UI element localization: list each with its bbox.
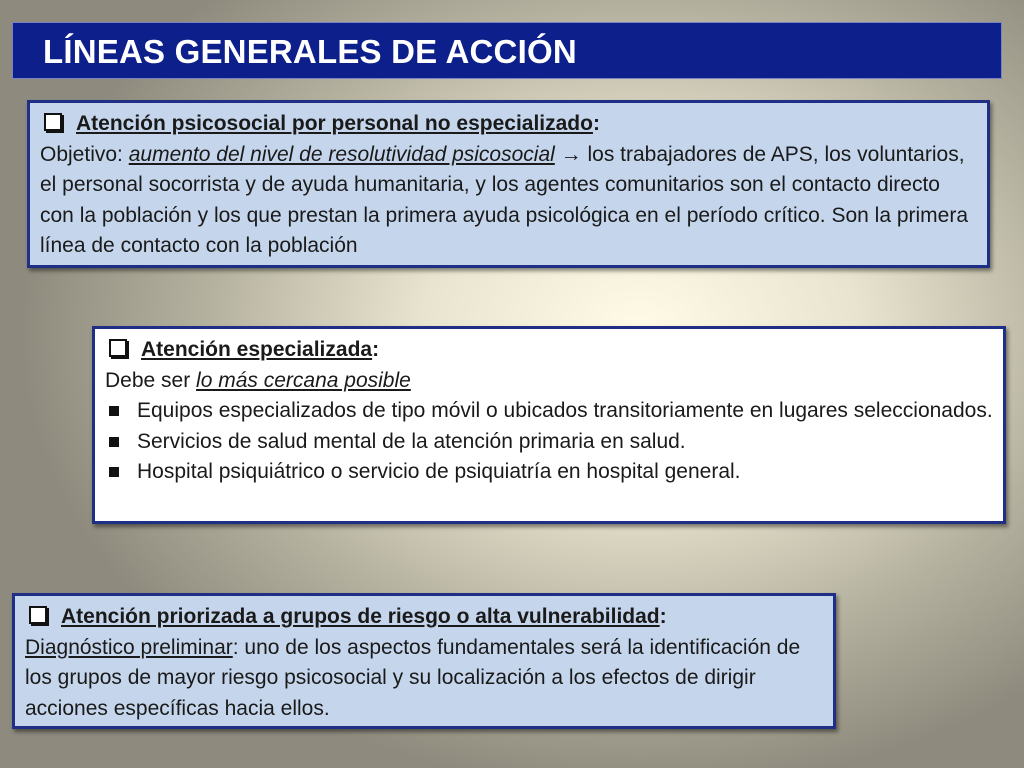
page-title: LÍNEAS GENERALES DE ACCIÓN — [43, 33, 577, 70]
heading-colon: : — [372, 338, 380, 361]
objective-text: → los trabajadores de APS, los voluntarios, el personal socorrista y de ayuda humanitaria, y los agentes comunitarios son el contacto directo con la población y los que prestan la primera ayuda psicológica en el período crítico. Son la primera línea de contacto con la población — [40, 142, 969, 257]
specialized-care-intro — [105, 366, 993, 397]
title-bar — [12, 22, 1002, 79]
heading-colon: : — [659, 605, 667, 628]
checkbox-icon — [29, 606, 47, 624]
objective-label: Objetivo: — [40, 142, 129, 166]
non-specialized-care-heading — [40, 109, 977, 140]
diagnosis-label: Diagnóstico preliminar — [25, 635, 233, 659]
square-bullet-icon — [109, 406, 119, 416]
checkbox-icon — [44, 113, 62, 131]
priority-groups-box — [12, 593, 836, 729]
list-item-text: Equipos especializados de tipo móvil o ubicados transitoriamente en lugares seleccionados. — [137, 399, 993, 422]
intro-label: Debe ser — [105, 368, 197, 392]
non-specialized-care-body — [40, 140, 977, 262]
non-specialized-care-box — [27, 100, 990, 268]
specialized-care-list — [105, 396, 993, 488]
heading-colon: : — [592, 112, 600, 135]
heading-label: Atención psicosocial por personal no especializado — [76, 112, 593, 135]
square-bullet-icon — [109, 437, 119, 447]
list-item — [105, 427, 993, 458]
specialized-care-heading — [105, 335, 993, 366]
heading-label: Atención priorizada a grupos de riesgo o alta vulnerabilidad — [61, 605, 660, 628]
specialized-care-box — [92, 326, 1006, 524]
diagnosis-text: : uno de los aspectos fundamentales será la identificación de los grupos de mayor riesgo psicosocial y su localización a los efectos de dirigir acciones específicas hacia ellos. — [25, 635, 801, 720]
priority-groups-body — [25, 633, 823, 725]
square-bullet-icon — [109, 467, 119, 477]
checkbox-icon — [109, 339, 127, 357]
list-item-text: Hospital psiquiátrico o servicio de psiquiatría en hospital general. — [137, 460, 741, 483]
priority-groups-heading — [25, 602, 823, 633]
list-item-text: Servicios de salud mental de la atención primaria en salud. — [137, 429, 686, 453]
list-item — [105, 457, 993, 488]
heading-label: Atención especializada — [141, 338, 373, 361]
intro-emphasis: lo más cercana posible — [196, 368, 411, 392]
objective-emphasis: aumento del nivel de resolutividad psicosocial — [128, 142, 555, 166]
list-item — [105, 396, 993, 427]
